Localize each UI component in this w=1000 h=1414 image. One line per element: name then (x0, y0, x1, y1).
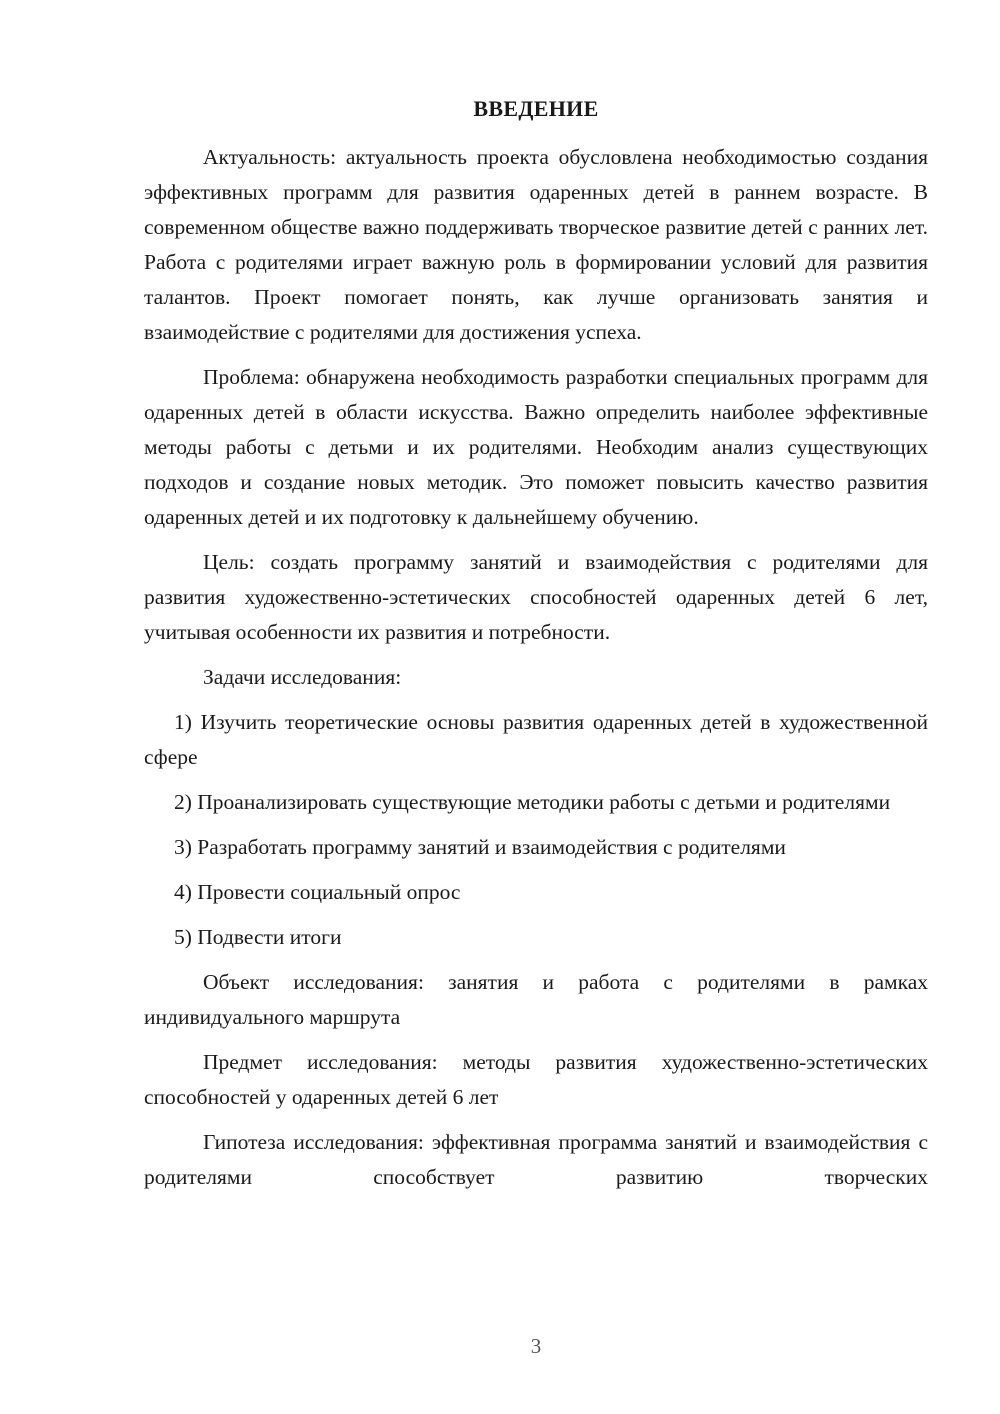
relevance-paragraph: Актуальность: актуальность проекта обусловлена необходимостью создания эффективных программ для развития одаренных детей в раннем возрасте. В современном обществе важно поддерживать творческое развитие детей с ранних лет. Работа с родителями играет важную роль в формировании условий для развития талантов. Проект помогает понять, как лучше организовать занятия и взаимодействие с родителями для достижения успеха. (144, 145, 928, 344)
task-item: 2) Проанализировать существующие методики работы с детьми и родителями (174, 790, 891, 814)
object-paragraph: Объект исследования: занятия и работа с родителями в рамках индивидуального маршрута (144, 970, 928, 1029)
goal-paragraph: Цель: создать программу занятий и взаимодействия с родителями для развития художественно-эстетических способностей одаренных детей 6 лет, учитывая особенности их развития и потребности. (144, 550, 928, 644)
task-item: 3) Разработать программу занятий и взаимодействия с родителями (174, 835, 786, 859)
task-item: 4) Провести социальный опрос (174, 880, 461, 904)
task-item: 1) Изучить теоретические основы развития одаренных детей в художественной сфере (144, 710, 928, 769)
hypothesis-paragraph: Гипотеза исследования: эффективная программа занятий и взаимодействия с родителями способствует развитию творческих (144, 1130, 928, 1189)
problem-paragraph: Проблема: обнаружена необходимость разработки специальных программ для одаренных детей в области искусства. Важно определить наиболее эффективные методы работы с детьми и их родителями. Необходим анализ существующих подходов и создание новых методик. Это поможет повысить качество развития одаренных детей и их подготовку к дальнейшему обучению. (144, 365, 928, 529)
section-title: ВВЕДЕНИЕ (473, 96, 599, 121)
page-number: 3 (530, 1334, 542, 1358)
tasks-heading: Задачи исследования: (203, 665, 402, 689)
document-body (144, 140, 928, 1195)
task-item: 5) Подвести итоги (174, 925, 342, 949)
subject-paragraph: Предмет исследования: методы развития художественно-эстетических способностей у одаренных детей 6 лет (144, 1050, 928, 1109)
